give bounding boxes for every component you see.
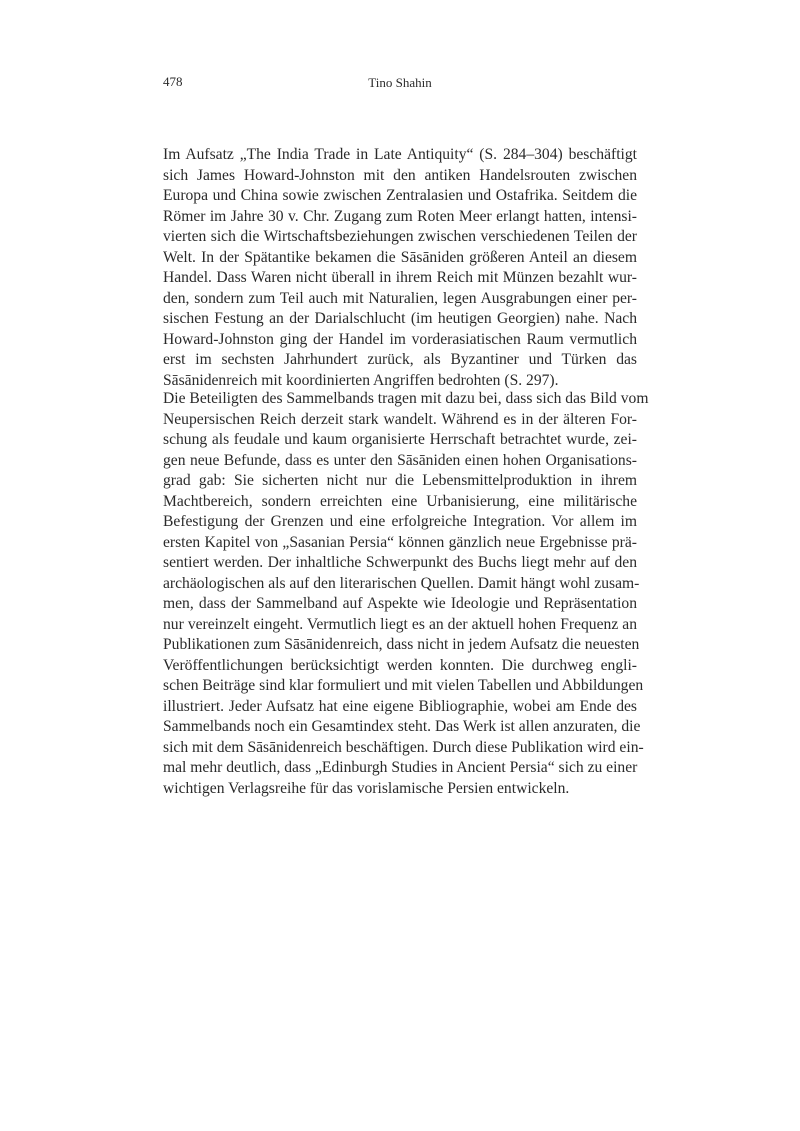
text-line: den, sondern zum Teil auch mit Naturalien, legen Ausgrabungen einer per- (163, 289, 637, 307)
text-line: sich James Howard-Johnston mit den antiken Handelsrouten zwischen (163, 166, 637, 184)
text-line: sich mit dem Sāsānidenreich beschäftigen. Durch diese Publikation wird ein- (163, 738, 644, 756)
text-line: Neupersischen Reich derzeit stark wandelt. Während es in der älteren For- (163, 410, 637, 428)
text-line: sentiert werden. Der inhaltliche Schwerpunkt des Buchs liegt mehr auf den (163, 554, 637, 571)
text-line: erst im sechsten Jahrhundert zurück, als Byzantiner und Türken das (163, 351, 637, 368)
text-line: illustriert. Jeder Aufsatz hat eine eigene Bibliographie, wobei am Ende des (163, 697, 637, 715)
text-line: schung als feudale und kaum organisierte Herrschaft betrachtet wurde, zei- (163, 431, 637, 448)
text-line: Im Aufsatz „The India Trade in Late Antiquity“ (S. 284–304) beschäftigt (163, 146, 637, 163)
text-line: schen Beiträge sind klar formuliert und mit vielen Tabellen und Abbildungen (163, 677, 644, 694)
text-line: Howard-Johnston ging der Handel im vorderasiatischen Raum vermutlich (163, 330, 637, 348)
text-line: gen neue Befunde, dass es unter den Sāsāniden einen hohen Organisations- (163, 451, 637, 469)
text-line: Publikationen zum Sāsānidenreich, dass nicht in jedem Aufsatz die neuesten (163, 636, 640, 653)
text-line: Veröffentlichungen berücksichtigt werden konnten. Die durchweg engli- (163, 656, 637, 674)
paragraph-1 (163, 145, 637, 391)
text-line: Sāsānidenreich mit koordinierten Angriffen bedrohten (S. 297). (163, 371, 559, 389)
text-line: wichtigen Verlagsreihe für das vorislamische Persien entwickeln. (163, 779, 570, 797)
text-line: Handel. Dass Waren nicht überall in ihrem Reich mit Münzen bezahlt wur- (163, 269, 637, 286)
paragraph-2 (163, 389, 649, 799)
text-line: sischen Festung an der Darialschlucht (im heutigen Georgien) nahe. Nach (163, 310, 637, 327)
text-line: Sammelbands noch ein Gesamtindex steht. Das Werk ist allen anzuraten, die (163, 718, 641, 735)
text-line: Die Beteiligten des Sammelbands tragen mit dazu bei, dass sich das Bild vom (163, 390, 649, 407)
text-line: men, dass der Sammelband auf Aspekte wie Ideologie und Repräsentation (163, 595, 637, 612)
text-line: Europa und China sowie zwischen Zentralasien und Ostafrika. Seitdem die (163, 187, 637, 204)
text-line: archäologischen als auf den literarischen Quellen. Damit hängt wohl zusam- (163, 574, 640, 592)
text-line: Machtbereich, sondern erreichten eine Urbanisierung, eine militärische (163, 492, 637, 510)
text-line: Welt. In der Spätantike bekamen die Sāsāniden größeren Anteil an diesem (163, 248, 637, 266)
text-line: mal mehr deutlich, dass „Edinburgh Studies in Ancient Persia“ sich zu einer (163, 759, 638, 776)
text-line: nur vereinzelt eingeht. Vermutlich liegt es an der aktuell hohen Frequenz an (163, 615, 637, 633)
text-line: Befestigung der Grenzen und eine erfolgreiche Integration. Vor allem im (163, 513, 637, 530)
running-head: Tino Shahin (368, 75, 432, 90)
text-line: vierten sich die Wirtschaftsbeziehungen zwischen verschiedenen Teilen der (163, 228, 637, 245)
page-number: 478 (163, 74, 183, 89)
text-line: grad gab: Sie sicherten nicht nur die Lebensmittelproduktion in ihrem (163, 472, 637, 489)
text-line: ersten Kapitel von „Sasanian Persia“ können gänzlich neue Ergebnisse prä- (163, 533, 637, 551)
text-line: Römer im Jahre 30 v. Chr. Zugang zum Roten Meer erlangt hatten, intensi- (163, 207, 637, 225)
